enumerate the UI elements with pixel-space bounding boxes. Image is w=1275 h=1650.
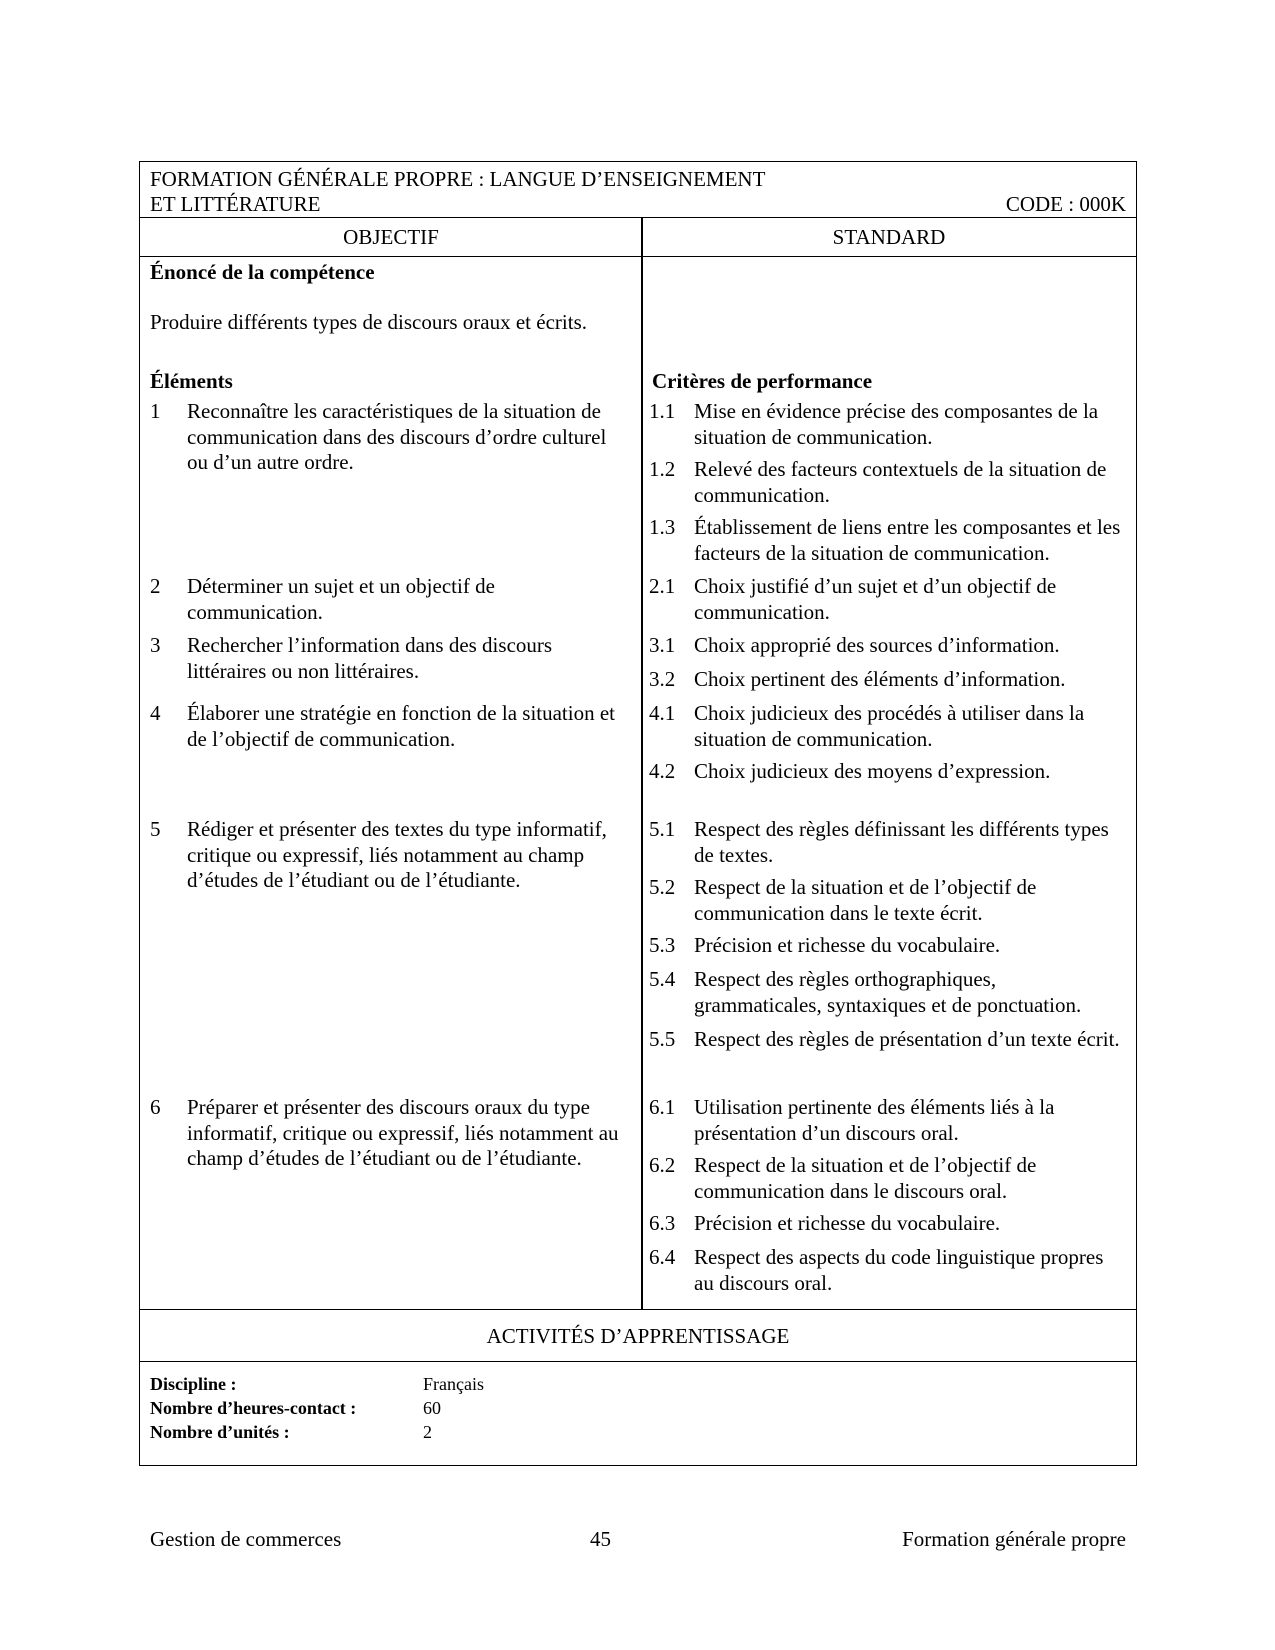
criterion-text: Choix judicieux des moyens d’expression.	[694, 759, 1051, 783]
criterion-text: Mise en évidence précise des composantes de la situation de communication.	[694, 399, 1099, 449]
criterion-text: Respect des règles de présentation d’un texte écrit.	[694, 1027, 1120, 1051]
criterion-text: Utilisation pertinente des éléments liés à la présentation d’un discours oral.	[694, 1095, 1055, 1145]
footer-program: Gestion de commerces	[150, 1527, 342, 1551]
element-text: Préparer et présenter des discours oraux du type informatif, critique ou expressif, liés notamment au champ d’études de l’étudiant ou de l’étudiante.	[187, 1095, 619, 1170]
criterion-number: 5.3	[649, 933, 676, 957]
criterion-number: 6.2	[649, 1153, 676, 1177]
criterion-text: Respect des règles orthographiques, grammaticales, syntaxiques et de ponctuation.	[694, 967, 1082, 1017]
criteria-title: Critères de performance	[652, 369, 873, 393]
info-value: Français	[423, 1374, 484, 1394]
element-number: 3	[150, 633, 161, 657]
criterion-text: Respect de la situation et de l’objectif de communication dans le texte écrit.	[694, 875, 1037, 925]
criterion-text: Précision et richesse du vocabulaire.	[694, 1211, 1001, 1235]
header-title-line2: ET LITTÉRATURE	[150, 192, 321, 216]
info-value: 2	[423, 1422, 432, 1442]
page-number: 45	[590, 1527, 611, 1551]
criterion-text: Relevé des facteurs contextuels de la situation de communication.	[694, 457, 1107, 507]
table-header	[140, 162, 1136, 218]
criterion-number: 4.2	[649, 759, 676, 783]
criterion-number: 1.3	[649, 515, 676, 539]
element-number: 5	[150, 817, 161, 841]
criterion-number: 5.1	[649, 817, 676, 841]
element-number: 4	[150, 701, 161, 725]
enonce-text: Produire différents types de discours oraux et écrits.	[150, 310, 587, 334]
table-body	[140, 257, 1136, 1309]
elements-title: Éléments	[150, 369, 233, 393]
column-header-standard: STANDARD	[642, 218, 1136, 257]
criterion-text: Respect de la situation et de l’objectif de communication dans le discours oral.	[694, 1153, 1037, 1203]
criterion-text: Respect des aspects du code linguistique propres au discours oral.	[694, 1245, 1104, 1295]
criterion-number: 2.1	[649, 574, 676, 598]
element-text: Élaborer une stratégie en fonction de la situation et de l’objectif de communication.	[187, 701, 616, 751]
info-label: Nombre d’heures-contact :	[150, 1398, 357, 1418]
info-value: 60	[423, 1398, 441, 1418]
element-text: Déterminer un sujet et un objectif de communication.	[187, 574, 495, 624]
element-number: 2	[150, 574, 161, 598]
criterion-number: 5.5	[649, 1027, 676, 1051]
criterion-number: 6.3	[649, 1211, 676, 1235]
criterion-number: 6.4	[649, 1245, 676, 1269]
info-label: Nombre d’unités :	[150, 1422, 290, 1442]
criterion-text: Choix approprié des sources d’information.	[694, 633, 1060, 657]
info-label: Discipline :	[150, 1374, 237, 1394]
criterion-number: 4.1	[649, 701, 676, 725]
criterion-number: 6.1	[649, 1095, 676, 1119]
element-text: Rédiger et présenter des textes du type informatif, critique ou expressif, liés notamment au champ d’études de l’étudiant ou de l’étudiante.	[187, 817, 607, 892]
criterion-number: 1.1	[649, 399, 676, 423]
enonce-title: Énoncé de la compétence	[150, 260, 375, 284]
activities-header: ACTIVITÉS D’APPRENTISSAGE	[140, 1309, 1136, 1362]
element-text: Rechercher l’information dans des discours littéraires ou non littéraires.	[187, 633, 553, 683]
criterion-text: Choix pertinent des éléments d’information.	[694, 667, 1066, 691]
footer-section: Formation générale propre	[902, 1527, 1126, 1551]
criterion-text: Établissement de liens entre les composantes et les facteurs de la situation de communication.	[694, 515, 1121, 565]
criterion-number: 1.2	[649, 457, 676, 481]
header-title-line1: FORMATION GÉNÉRALE PROPRE : LANGUE D’ENSEIGNEMENT	[150, 167, 766, 191]
course-code: CODE : 000K	[1005, 192, 1126, 216]
element-number: 6	[150, 1095, 161, 1119]
column-header-objectif: OBJECTIF	[140, 218, 642, 257]
criterion-text: Choix judicieux des procédés à utiliser dans la situation de communication.	[694, 701, 1085, 751]
criterion-text: Choix justifié d’un sujet et d’un objectif de communication.	[694, 574, 1057, 624]
element-number: 1	[150, 399, 161, 423]
criterion-number: 5.2	[649, 875, 676, 899]
criterion-text: Précision et richesse du vocabulaire.	[694, 933, 1001, 957]
element-text: Reconnaître les caractéristiques de la situation de communication dans des discours d’ordre culturel ou d’un autre ordre.	[187, 399, 607, 474]
criterion-number: 5.4	[649, 967, 676, 991]
page-footer	[150, 1524, 1126, 1554]
criterion-number: 3.1	[649, 633, 676, 657]
competency-table	[139, 161, 1137, 1466]
criterion-text: Respect des règles définissant les différents types de textes.	[694, 817, 1109, 867]
criterion-number: 3.2	[649, 667, 676, 691]
